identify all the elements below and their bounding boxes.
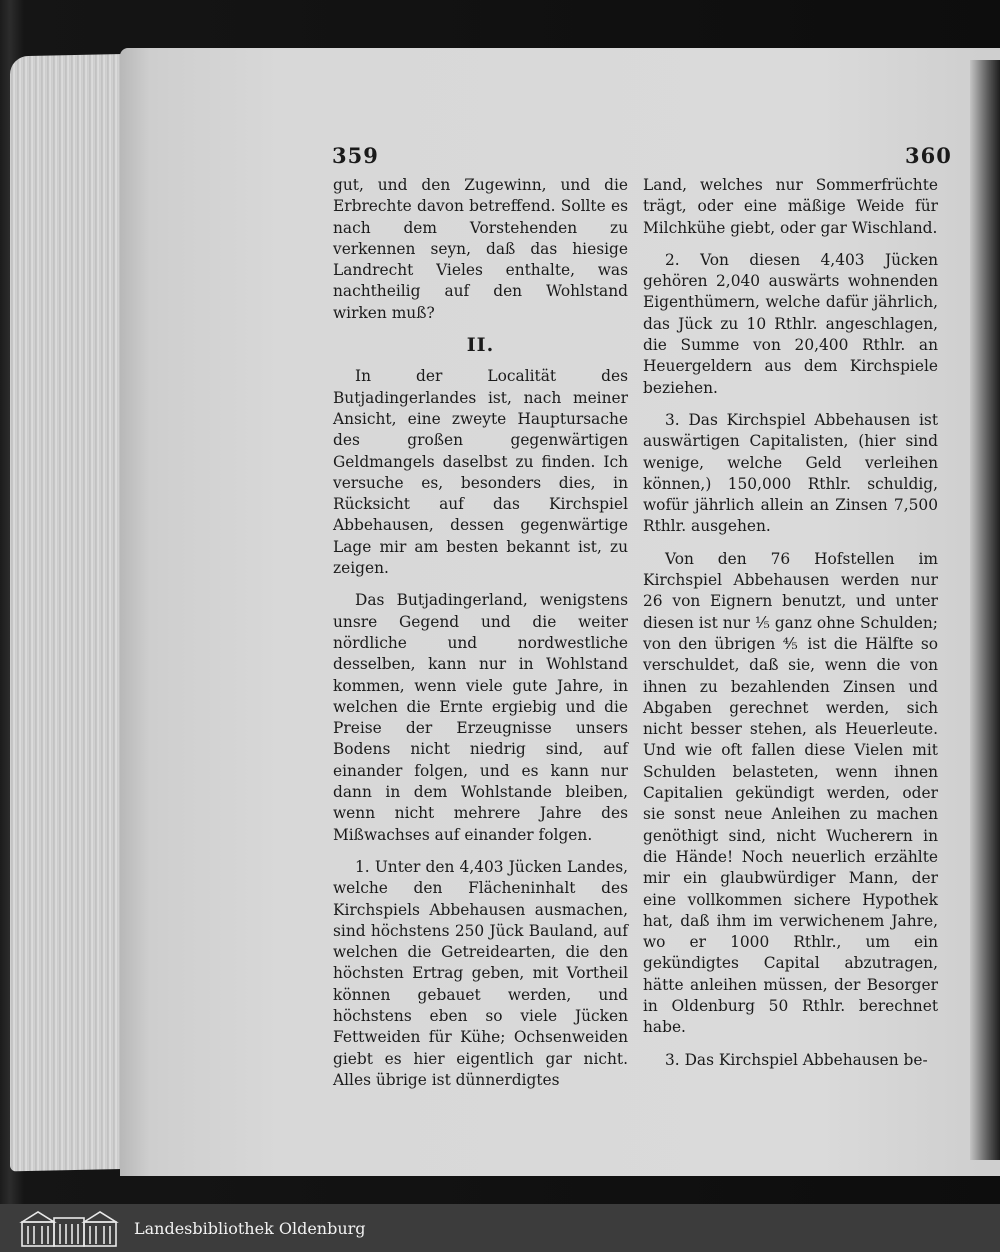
library-footer: [0, 1204, 1000, 1252]
paragraph: gut, und den Zugewinn, und die Erbrechte davon betreffend. Sollte es nach dem Vorstehenden zu verkennen seyn, daß das hiesige Landrecht Vieles enthalte, was nachtheilig auf den Wohlstand wirken muß?: [333, 176, 628, 322]
page-number-right: 360: [905, 143, 952, 168]
paragraph: 2. Von diesen 4,403 Jücken gehören 2,040 auswärts wohnenden Eigenthümern, welche dafür jährlich, das Jück zu 10 Rthlr. angeschlagen, die Summe von 20,400 Rthlr. an Heuergeldern aus dem Kirchspiele beziehen.: [643, 250, 938, 397]
right-column: [643, 175, 938, 1082]
section-heading: II.: [466, 334, 495, 357]
paragraph: 3. Das Kirchspiel Abbehausen ist auswärtigen Capitalisten, (hier sind wenige, welche Geld verleihen können,) 150,000 Rthlr. schuldig, wofür jährlich allein an Zinsen 7,500 Rthlr. ausgehen.: [643, 410, 938, 536]
paragraph: Von den 76 Hofstellen im Kirchspiel Abbehausen werden nur 26 von Eignern benutzt, und unter diesen ist nur ⅕ ganz ohne Schulden; von den übrigen ⅘ ist die Hälfte so verschuldet, daß sie, wenn die von ihnen zu bezahlenden Zinsen und Abgaben gerechnet werden, sich nicht besser stehen, als Heuerleute. Und wie oft fallen diese Vielen mit Schulden belasteten, wenn ihnen Capitalien gekündigt werden, oder sie sonst neue Anleihen zu machen genöthigt sind, nicht Wucherern in die Hände! Noch neuerlich erzählte mir ein glaubwürdiger Mann, der eine vollkommen sichere Hypothek hat, daß ihm im verwichenem Jahre, wo er 1000 Rthlr., um ein gekündigtes Capital abzutragen, hätte anleihen müssen, der Besorger in Oldenburg 50 Rthlr. berechnet habe.: [643, 549, 938, 1037]
library-name: Landesbibliothek Oldenburg: [134, 1218, 366, 1238]
book-gutter: [970, 60, 1000, 1160]
paragraph: 1. Unter den 4,403 Jücken Landes, welche den Flächeninhalt des Kirchspiels Abbehausen ausmachen, sind höchstens 250 Jück Bauland, auf welchen die Getreidearten, die den höchsten Ertrag geben, mit Vortheil können gebauet werden, und höchstens eben so viele Jücken Fettweiden für Kühe; Ochsenweiden giebt es hier eigentlich gar nicht. Alles übrige ist dünnerdigtes: [333, 857, 628, 1089]
paragraph: Das Butjadingerland, wenigstens unsre Gegend und die weiter nördliche und nordwestliche desselben, kann nur in Wohlstand kommen, wenn viele gute Jahre, in welchen die Ernte ergiebig und die Preise der Erzeugnisse unsers Bodens nicht niedrig sind, auf einander folgen, und es kann nur dann in dem Wohlstande bleiben, wenn nicht mehrere Jahre des Mißwachses auf einander folgen.: [333, 591, 628, 844]
left-column: [333, 175, 628, 1102]
paragraph: Land, welches nur Sommerfrüchte trägt, oder eine mäßige Weide für Milchkühe giebt, oder gar Wischland.: [643, 176, 938, 237]
page-number-left: 359: [332, 143, 379, 168]
paragraph: 3. Das Kirchspiel Abbehausen be-: [665, 1050, 928, 1069]
paragraph: In der Localität des Butjadingerlandes ist, nach meiner Ansicht, eine zweyte Hauptursache des großen gegenwärtigen Geldmangels daselbst zu finden. Ich versuche es, besonders dies, in Rücksicht auf das Kirchspiel Abbehausen, dessen gegenwärtige Lage mir am besten bekannt ist, zu zeigen.: [333, 367, 628, 578]
library-building-icon: [14, 1208, 124, 1248]
